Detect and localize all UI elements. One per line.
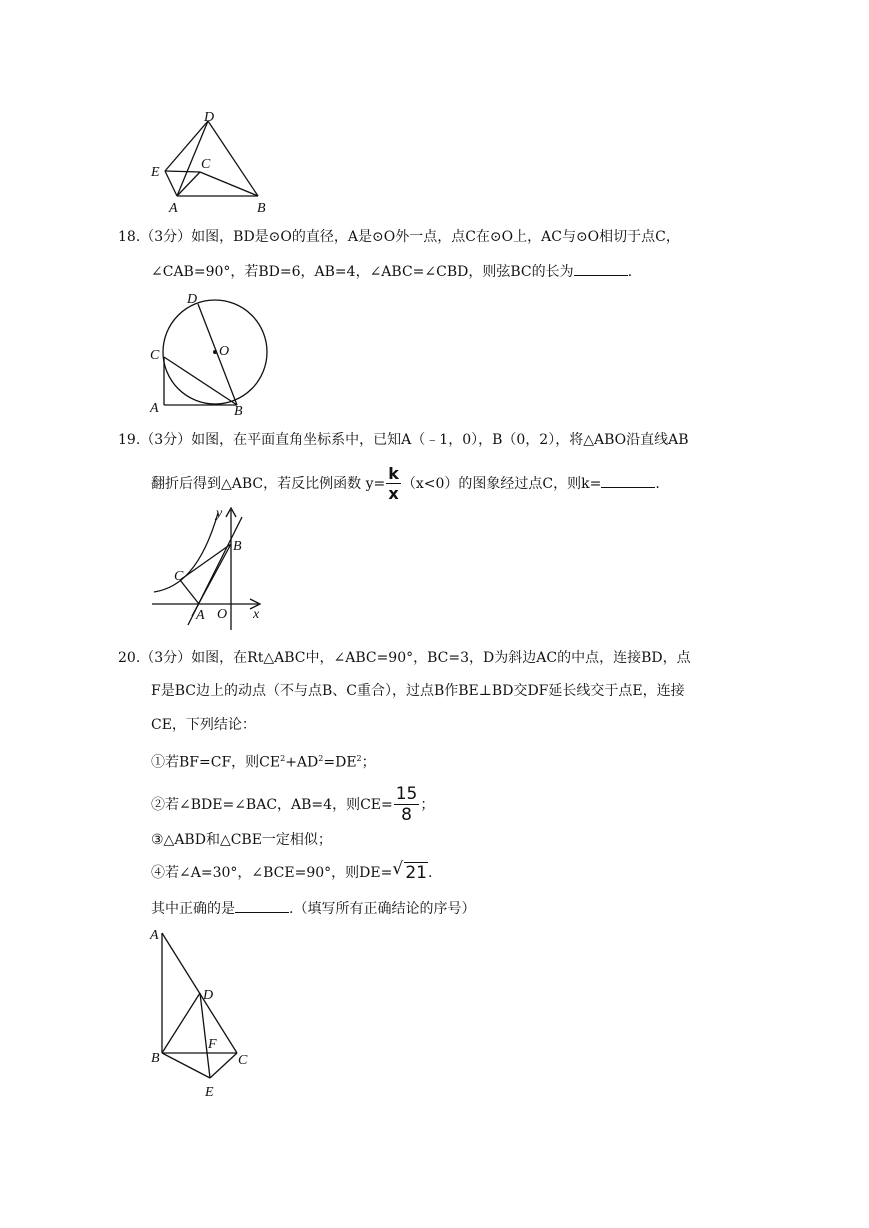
q20-answer-blank: [235, 898, 289, 913]
fig19-label-b: B: [233, 539, 242, 554]
q20-opt1-sup-2: 2: [318, 754, 324, 763]
q18-answer-blank: [574, 261, 628, 276]
figure-17-diagram: [140, 100, 280, 215]
q19-line-2-text-a: 翻折后得到△ABC，若反比例函数 y=: [151, 476, 386, 492]
q20-opt2-fraction: [394, 786, 420, 824]
figure-20-diagram: [140, 920, 270, 1100]
q20-opt2-end: ；: [420, 797, 435, 813]
q19-fraction: [386, 466, 401, 502]
q18-line-1: 18.（3分）如图，BD是⊙O的直径，A是⊙O外一点，点C在⊙O上，AC与⊙O相切于点C，: [118, 229, 680, 245]
q20-opt1-sup-1: 2: [280, 754, 286, 763]
fig20-label-e: E: [205, 1085, 214, 1100]
q19-frac-denominator: x: [388, 484, 399, 503]
q20-option-4: [151, 859, 433, 883]
q20-opt2-denominator: 8: [401, 805, 412, 825]
fig18-label-c: C: [150, 348, 160, 363]
q20-opt2-numerator: 15: [395, 784, 418, 804]
q20-option-1: [151, 749, 376, 773]
fig19-label-c: C: [174, 569, 184, 584]
q20-opt4-end: .: [427, 865, 433, 881]
q20-opt1-part-b: +AD: [285, 754, 319, 771]
fig20-label-b: B: [151, 1051, 160, 1066]
fig18-label-d: D: [187, 292, 198, 307]
q19-line-2-end: .: [655, 476, 660, 492]
fig17-label-a: A: [169, 201, 178, 216]
fig19-label-x: x: [253, 607, 260, 622]
q20-answer-line: [151, 898, 475, 919]
figure-18: [140, 285, 280, 420]
fig20-label-d: D: [203, 988, 214, 1003]
q20-answer-text-a: 其中正确的是: [151, 901, 235, 917]
fig19-label-o: O: [217, 607, 228, 622]
q20-answer-text-b: .（填写所有正确结论的序号）: [289, 901, 476, 917]
figure-18-diagram: [140, 285, 280, 420]
q20-line-3: CE，下列结论：: [151, 717, 256, 733]
q20-opt1-sup-3: 2: [356, 754, 362, 763]
q20-option-2: [151, 786, 434, 824]
q19-line-2-text-b: （x<0）的图象经过点C，则k=: [401, 476, 602, 492]
q20-opt1-part-a: ①若BF=CF，则CE: [151, 754, 281, 771]
fig17-label-c: C: [201, 157, 211, 172]
fig17-label-d: D: [204, 110, 215, 125]
q20-option-3: ③△ABD和△CBE一定相似；: [151, 832, 332, 848]
q18-line-2: [151, 261, 632, 282]
fig17-label-e: E: [151, 165, 160, 180]
fig18-label-a: A: [150, 401, 159, 416]
q20-opt2-text: ②若∠BDE=∠BAC，AB=4，则CE=: [151, 797, 393, 813]
fig20-label-f: F: [208, 1037, 217, 1052]
fig20-label-a: A: [150, 928, 159, 943]
q19-line-1: 19.（3分）如图，在平面直角坐标系中，已知A（﹣1，0），B（0，2），将△ABO沿直线AB: [118, 432, 689, 448]
q20-line-2: F是BC边上的动点（不与点B、C重合），过点B作BE⊥BD交DF延长线交于点E，连接: [151, 683, 685, 699]
q20-opt4-sqrt: √ 21: [392, 859, 427, 883]
q20-opt1-part-c: =DE: [323, 754, 357, 771]
q19-answer-blank: [601, 473, 655, 488]
fig19-label-y: y: [216, 506, 223, 521]
fig20-label-c: C: [238, 1053, 248, 1068]
fig19-label-a: A: [196, 608, 205, 623]
q19-frac-numerator: k: [388, 464, 399, 483]
q20-opt1-part-d: ；: [361, 754, 376, 771]
figure-19-diagram: [140, 500, 270, 635]
figure-17: [140, 100, 280, 215]
q18-line-2-text: ∠CAB=90°，若BD=6，AB=4，∠ABC=∠CBD，则弦BC的长为: [151, 264, 574, 280]
q20-opt4-text: ④若∠A=30°，∠BCE=90°，则DE=: [151, 865, 393, 881]
q20-line-1: 20.（3分）如图，在Rt△ABC中，∠ABC=90°，BC=3，D为斜边AC的中点，连接BD，点: [118, 650, 691, 666]
fig18-label-o: O: [219, 344, 230, 359]
q18-line-2-end: .: [627, 264, 633, 280]
fig18-label-b: B: [234, 404, 243, 419]
figure-20: [140, 920, 270, 1100]
fig17-label-b: B: [257, 201, 266, 216]
figure-19: [140, 500, 270, 635]
q20-opt4-radicand: 21: [405, 863, 427, 883]
q19-line-2: [151, 466, 660, 502]
